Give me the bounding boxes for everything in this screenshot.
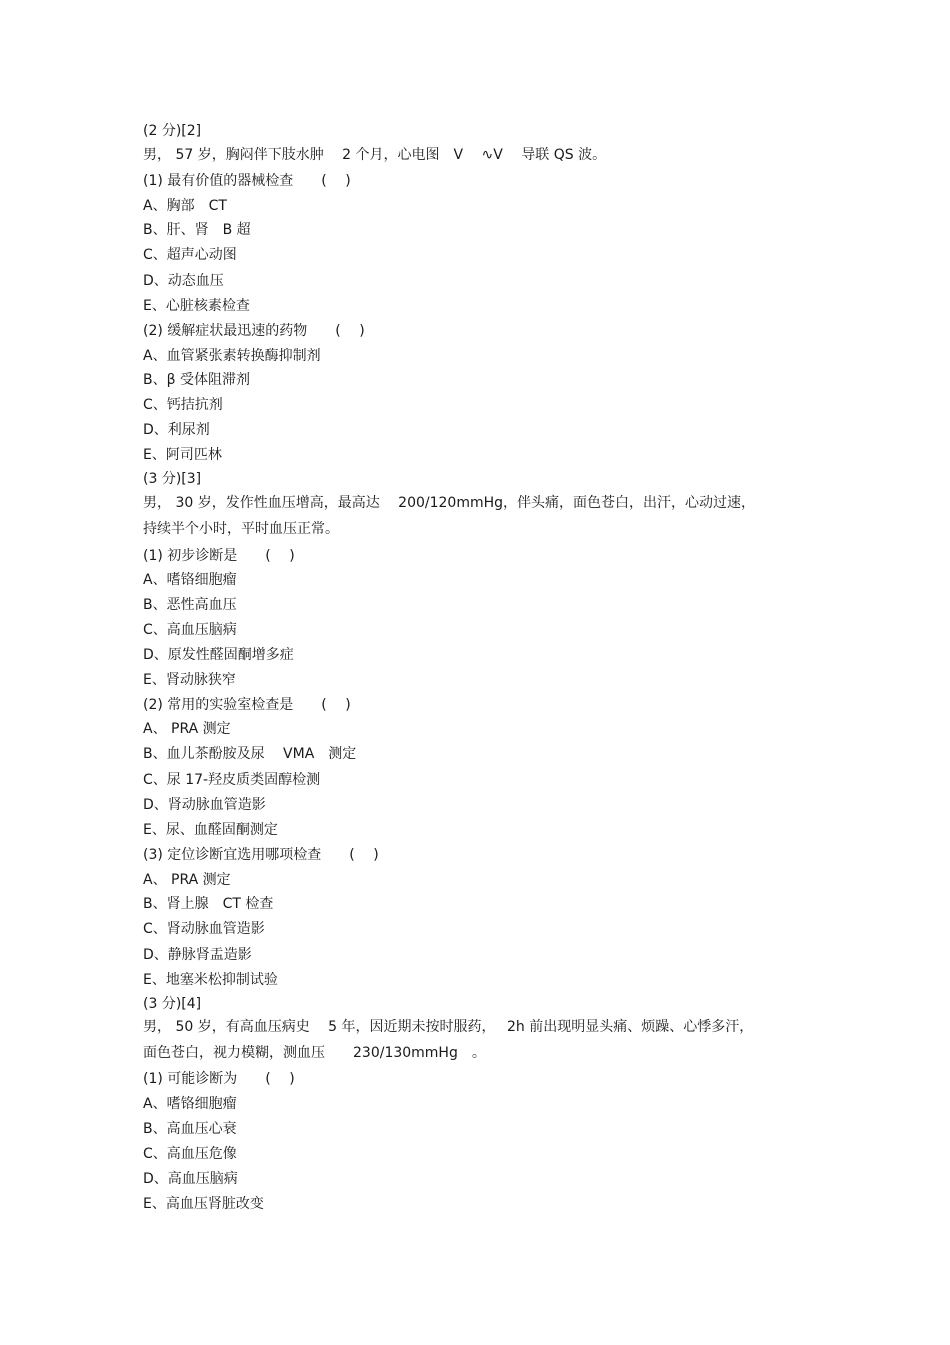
option-a: A、嗜铬细胞瘤 — [143, 572, 237, 588]
option-c: C、钙拮抗剂 — [143, 397, 223, 413]
question-text: (1) 初步诊断是 ( ) — [143, 548, 295, 564]
case-description-cont: 面色苍白，视力模糊，测血压 230/130mmHg 。 — [143, 1045, 486, 1061]
option-e: E、地塞米松抑制试验 — [143, 972, 278, 988]
option-a: A、嗜铬细胞瘤 — [143, 1096, 237, 1112]
question-text: (1) 可能诊断为 ( ) — [143, 1071, 295, 1087]
section-score-4: (3 分)[4] — [143, 996, 202, 1012]
case-description: 男， 50 岁，有高血压病史 5 年，因近期未按时服药， 2h 前出现明显头痛、烦躁、心悸多汗， — [143, 1019, 754, 1035]
option-d: D、利尿剂 — [143, 422, 210, 438]
option-a: A、胸部 CT — [143, 198, 227, 214]
option-a: A、 PRA 测定 — [143, 721, 231, 737]
option-d: D、原发性醛固酮增多症 — [143, 647, 294, 663]
option-b: B、β 受体阻滞剂 — [143, 372, 250, 388]
question-text: (2) 缓解症状最迅速的药物 ( ) — [143, 323, 365, 339]
option-d: D、静脉肾盂造影 — [143, 947, 252, 963]
question-text: (1) 最有价值的器械检查 ( ) — [143, 173, 351, 189]
option-c: C、高血压脑病 — [143, 622, 237, 638]
option-b: B、恶性高血压 — [143, 597, 237, 613]
case-description: 男， 57 岁，胸闷伴下肢水肿 2 个月，心电图 V ∿V 导联 QS 波。 — [143, 147, 607, 163]
option-c: C、肾动脉血管造影 — [143, 921, 265, 937]
section-score-2: (2 分)[2] — [143, 123, 202, 139]
section-score-3: (3 分)[3] — [143, 471, 202, 487]
option-a: A、 PRA 测定 — [143, 872, 231, 888]
option-b: B、高血压心衰 — [143, 1121, 237, 1137]
option-d: D、动态血压 — [143, 273, 224, 289]
question-text: (3) 定位诊断宜选用哪项检查 ( ) — [143, 847, 379, 863]
case-description-cont: 持续半个小时，平时血压正常。 — [143, 521, 339, 537]
option-b: B、肝、肾 B 超 — [143, 222, 251, 238]
question-text: (2) 常用的实验室检查是 ( ) — [143, 697, 351, 713]
option-e: E、阿司匹林 — [143, 447, 222, 463]
option-e: E、肾动脉狭窄 — [143, 672, 236, 688]
option-d: D、高血压脑病 — [143, 1171, 238, 1187]
case-description: 男， 30 岁，发作性血压增高，最高达 200/120mmHg，伴头痛，面色苍白，出汗，心动过速， — [143, 495, 756, 511]
option-c: C、高血压危像 — [143, 1146, 237, 1162]
option-a: A、血管紧张素转换酶抑制剂 — [143, 348, 321, 364]
option-e: E、心脏核素检查 — [143, 298, 250, 314]
option-c: C、尿 17-羟皮质类固醇检测 — [143, 772, 321, 788]
option-e: E、高血压肾脏改变 — [143, 1196, 264, 1212]
option-b: B、血儿茶酚胺及尿 VMA 测定 — [143, 746, 357, 762]
option-d: D、肾动脉血管造影 — [143, 797, 266, 813]
option-b: B、肾上腺 CT 检查 — [143, 896, 274, 912]
option-e: E、尿、血醛固酮测定 — [143, 822, 278, 838]
option-c: C、超声心动图 — [143, 247, 237, 263]
